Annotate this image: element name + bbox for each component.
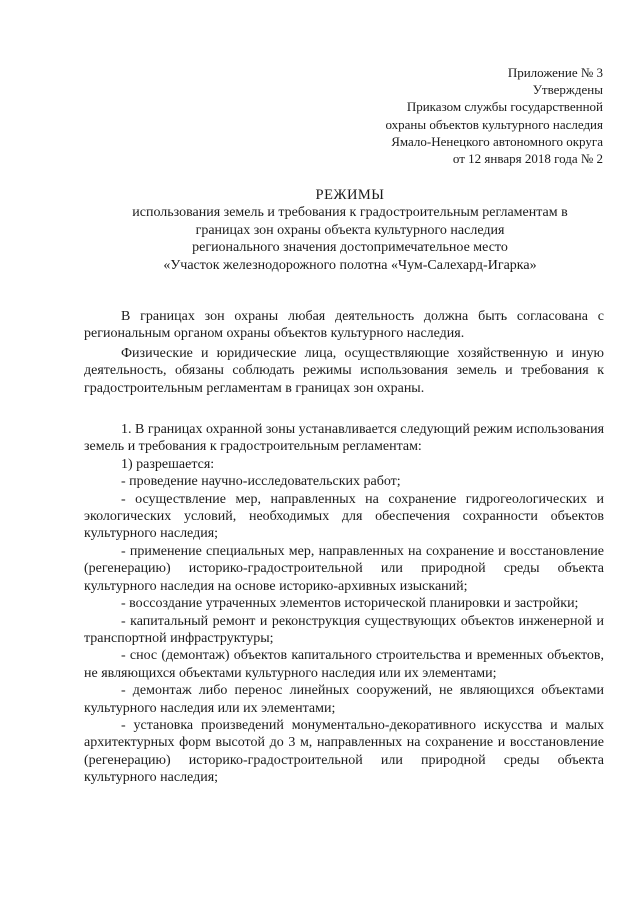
- intro-paragraph: В границах зон охраны любая деятельность должна быть согласована с региональным органом охраны объектов культурного наследия.: [84, 309, 604, 342]
- approval-order-line: Приказом службы государственной: [406, 99, 603, 115]
- document-title: РЕЖИМЫ: [315, 187, 385, 203]
- intro-paragraph: Физические и юридические лица, осуществляющие хозяйственную и иную деятельность, обязаны соблюдать режимы использования земель и требования к градостроительным регламентам в границах зон охраны.: [84, 345, 604, 396]
- approval-date-line: от 12 января 2018 года № 2: [452, 151, 603, 167]
- list-item: - применение специальных мер, направленных на сохранение и восстановление (регенерацию) историко-градостроительной или природной среды объекта культурного наследия на основе историко-архивных изысканий;: [84, 543, 604, 594]
- list-item: - капитальный ремонт и реконструкция существующих объектов инженерной и транспортной инфраструктуры;: [84, 613, 604, 646]
- list-item: - демонтаж либо перенос линейных сооружений, не являющихся объектами культурного наследия или их элементами;: [84, 683, 604, 716]
- approval-authority-line: охраны объектов культурного наследия: [385, 116, 603, 132]
- section-subheading: 1) разрешается:: [121, 456, 215, 472]
- approved-label: Утверждены: [532, 82, 603, 98]
- document-body: [84, 308, 604, 787]
- appendix-approval-block: [303, 64, 603, 167]
- title-subline: границах зон охраны объекта культурного наследия: [195, 222, 505, 238]
- title-subline: использования земель и требования к градостроительным регламентам в: [132, 205, 568, 220]
- section-heading: 1. В границах охранной зоны устанавливается следующий режим использования земель и требования к градостроительным регламентам:: [84, 422, 605, 455]
- title-subline: регионального значения достопримечательное место: [192, 240, 508, 255]
- list-item: - снос (демонтаж) объектов капитального строительства и временных объектов, не являющихся объектами культурного наследия или их элементами;: [84, 648, 604, 681]
- list-item: - проведение научно-исследовательских работ;: [121, 474, 401, 490]
- approval-region-line: Ямало-Ненецкого автономного округа: [391, 133, 603, 149]
- list-item: - воссоздание утраченных элементов исторической планировки и застройки;: [121, 596, 579, 612]
- list-item: - установка произведений монументально-декоративного искусства и малых архитектурных форм высотой до 3 м, направленных на сохранение и восстановление (регенерацию) историко-градостроительной или природной среды объекта культурного наследия;: [84, 717, 604, 786]
- appendix-number: Приложение № 3: [507, 65, 603, 80]
- title-subline: «Участок железнодорожного полотна «Чум-Салехард-Игарка»: [163, 257, 537, 273]
- list-item: - осуществление мер, направленных на сохранение гидрогеологических и экологических условий, необходимых для обеспечения сохранности объектов культурного наследия;: [84, 491, 604, 542]
- document-title-block: [80, 186, 620, 274]
